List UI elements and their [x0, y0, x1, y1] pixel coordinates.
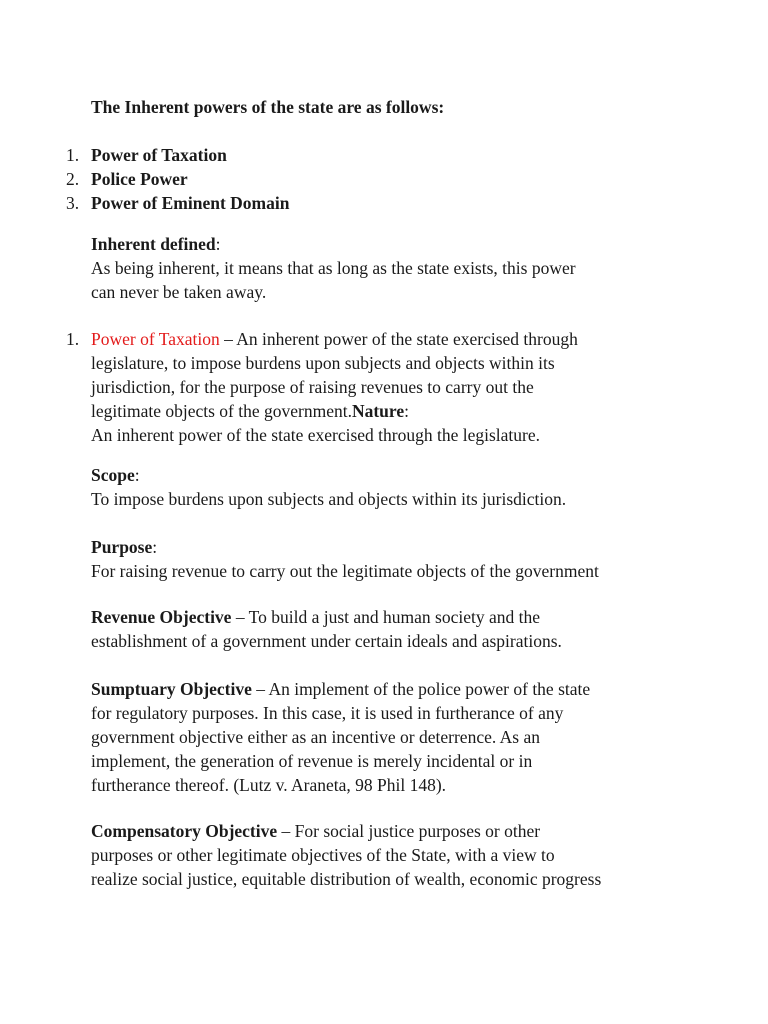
sumptuary-objective-line: government objective either as an incentive or deterrence. As an	[91, 727, 540, 747]
revenue-objective-line: Revenue Objective – To build a just and human society and the	[91, 607, 540, 627]
taxation-line: Power of Taxation – An inherent power of the state exercised through	[91, 329, 578, 349]
sumptuary-objective-line: implement, the generation of revenue is merely incidental or in	[91, 751, 533, 771]
taxation-line: legitimate objects of the government.Nature:	[91, 401, 410, 421]
sumptuary-objective-line: for regulatory purposes. In this case, it is used in furtherance of any	[91, 703, 564, 723]
section-number: 1.	[66, 329, 80, 349]
nature-text: An inherent power of the state exercised through the legislature.	[91, 425, 541, 445]
list-item-taxation: Power of Taxation	[91, 145, 227, 165]
list-number: 2.	[66, 169, 80, 189]
list-number: 1.	[66, 145, 80, 165]
taxation-title: Power of Taxation	[91, 329, 220, 349]
compensatory-objective-line: Compensatory Objective – For social justice purposes or other	[91, 821, 541, 841]
sumptuary-objective-line: Sumptuary Objective – An implement of the police power of the state	[91, 679, 591, 699]
compensatory-objective-line: realize social justice, equitable distribution of wealth, economic progress	[91, 869, 602, 889]
revenue-objective-line: establishment of a government under certain ideals and aspirations.	[91, 631, 562, 651]
scope-label: Scope:	[91, 465, 140, 485]
taxation-line: jurisdiction, for the purpose of raising revenues to carry out the	[91, 377, 534, 397]
sumptuary-objective-line: furtherance thereof. (Lutz v. Araneta, 98 Phil 148).	[91, 775, 447, 795]
page-heading: The Inherent powers of the state are as follows:	[91, 97, 445, 117]
scope-text: To impose burdens upon subjects and objects within its jurisdiction.	[91, 489, 567, 509]
taxation-line: legislature, to impose burdens upon subjects and objects within its	[91, 353, 555, 373]
inherent-defined-label: Inherent defined:	[91, 234, 221, 254]
purpose-label: Purpose:	[91, 537, 158, 557]
list-number: 3.	[66, 193, 80, 213]
compensatory-objective-line: purposes or other legitimate objectives of the State, with a view to	[91, 845, 555, 865]
inherent-defined-line: can never be taken away.	[91, 282, 267, 302]
list-item-police-power: Police Power	[91, 169, 188, 189]
purpose-text: For raising revenue to carry out the legitimate objects of the government	[91, 561, 599, 581]
inherent-defined-line: As being inherent, it means that as long as the state exists, this power	[91, 258, 576, 278]
list-item-eminent-domain: Power of Eminent Domain	[91, 193, 290, 213]
nature-label: Nature	[351, 401, 405, 421]
